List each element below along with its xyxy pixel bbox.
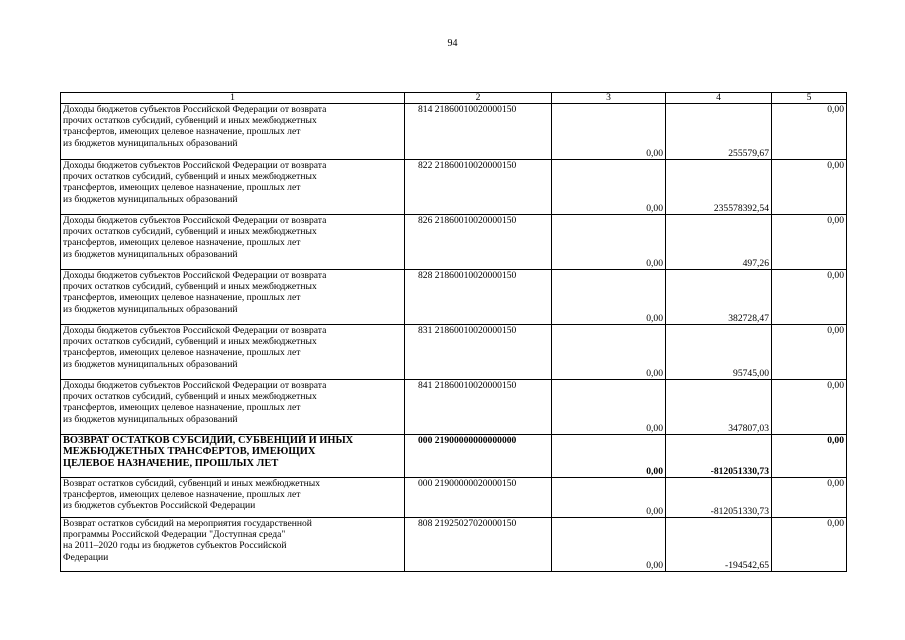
row-col5-cell: 0,00 xyxy=(772,478,847,518)
row-col5-cell: 0,00 xyxy=(772,518,847,572)
row-name-cell: Доходы бюджетов субъектов Российской Федерации от возврата прочих остатков субсидий, субвенций и иных межбюджетных трансфертов, имеющих целевое назначение, прошлых лет из бюджетов муниципальных образований xyxy=(61,160,405,215)
row-col4-cell: -812051330,73 xyxy=(666,478,772,518)
row-code-cell: 000 21900000020000150 xyxy=(405,478,552,518)
row-col5-cell: 0,00 xyxy=(772,160,847,215)
row-code-cell: 841 21860010020000150 xyxy=(405,380,552,435)
row-col3-cell: 0,00 xyxy=(552,325,666,380)
row-col4-cell: 255579,67 xyxy=(666,104,772,160)
row-col4-cell: 497,26 xyxy=(666,215,772,270)
row-col3-cell: 0,00 xyxy=(552,160,666,215)
row-col4-cell: 347807,03 xyxy=(666,380,772,435)
row-col4-cell: 382728,47 xyxy=(666,270,772,325)
table-row xyxy=(61,270,847,325)
row-code-cell: 826 21860010020000150 xyxy=(405,215,552,270)
table-row xyxy=(61,325,847,380)
table-header-row xyxy=(61,93,847,104)
row-col5-cell: 0,00 xyxy=(772,104,847,160)
row-col3-cell: 0,00 xyxy=(552,270,666,325)
row-code-cell: 828 21860010020000150 xyxy=(405,270,552,325)
table-row xyxy=(61,160,847,215)
row-code-cell: 831 21860010020000150 xyxy=(405,325,552,380)
row-col4-cell: 235578392,54 xyxy=(666,160,772,215)
column-header-3: 3 xyxy=(552,93,666,104)
row-col3-cell: 0,00 xyxy=(552,435,666,478)
column-header-1: 1 xyxy=(61,93,405,104)
row-col5-cell: 0,00 xyxy=(772,215,847,270)
table-row xyxy=(61,215,847,270)
row-col5-cell: 0,00 xyxy=(772,380,847,435)
row-name-cell: Доходы бюджетов субъектов Российской Федерации от возврата прочих остатков субсидий, субвенций и иных межбюджетных трансфертов, имеющих целевое назначение, прошлых лет из бюджетов муниципальных образований xyxy=(61,215,405,270)
row-code-cell: 814 21860010020000150 xyxy=(405,104,552,160)
row-col4-cell: -194542,65 xyxy=(666,518,772,572)
row-code-cell: 000 21900000000000000 xyxy=(405,435,552,478)
row-name-cell: ВОЗВРАТ ОСТАТКОВ СУБСИДИЙ, СУБВЕНЦИЙ И ИНЫХ МЕЖБЮДЖЕТНЫХ ТРАНСФЕРТОВ, ИМЕЮЩИХ ЦЕЛЕВОЕ НАЗНАЧЕНИЕ, ПРОШЛЫХ ЛЕТ xyxy=(61,435,405,478)
table-row xyxy=(61,518,847,572)
row-name-cell: Доходы бюджетов субъектов Российской Федерации от возврата прочих остатков субсидий, субвенций и иных межбюджетных трансфертов, имеющих целевое назначение, прошлых лет из бюджетов муниципальных образований xyxy=(61,270,405,325)
row-col5-cell: 0,00 xyxy=(772,435,847,478)
row-col4-cell: 95745,00 xyxy=(666,325,772,380)
row-col3-cell: 0,00 xyxy=(552,215,666,270)
row-name-cell: Возврат остатков субсидий, субвенций и иных межбюджетных трансфертов, имеющих целевое назначение, прошлых лет из бюджетов субъектов Российской Федерации xyxy=(61,478,405,518)
page-number: 94 xyxy=(447,38,458,49)
row-name-cell: Доходы бюджетов субъектов Российской Федерации от возврата прочих остатков субсидий, субвенций и иных межбюджетных трансфертов, имеющих целевое назначение, прошлых лет из бюджетов муниципальных образований xyxy=(61,380,405,435)
row-name-cell: Возврат остатков субсидий на мероприятия государственной программы Российской Федерации "Доступная среда" на 2011–2020 годы из бюджетов субъектов Российской Федерации xyxy=(61,518,405,572)
column-header-2: 2 xyxy=(405,93,552,104)
table-row xyxy=(61,380,847,435)
row-code-cell: 808 21925027020000150 xyxy=(405,518,552,572)
row-name-cell: Доходы бюджетов субъектов Российской Федерации от возврата прочих остатков субсидий, субвенций и иных межбюджетных трансфертов, имеющих целевое назначение, прошлых лет из бюджетов муниципальных образований xyxy=(61,325,405,380)
budget-table xyxy=(60,92,847,572)
row-col4-cell: -812051330,73 xyxy=(666,435,772,478)
row-col3-cell: 0,00 xyxy=(552,478,666,518)
row-col5-cell: 0,00 xyxy=(772,325,847,380)
table-row xyxy=(61,478,847,518)
table-row-total xyxy=(61,435,847,478)
row-code-cell: 822 21860010020000150 xyxy=(405,160,552,215)
column-header-4: 4 xyxy=(666,93,772,104)
row-col3-cell: 0,00 xyxy=(552,104,666,160)
column-header-5: 5 xyxy=(772,93,847,104)
row-name-cell: Доходы бюджетов субъектов Российской Федерации от возврата прочих остатков субсидий, субвенций и иных межбюджетных трансфертов, имеющих целевое назначение, прошлых лет из бюджетов муниципальных образований xyxy=(61,104,405,160)
row-col3-cell: 0,00 xyxy=(552,518,666,572)
table-row xyxy=(61,104,847,160)
row-col3-cell: 0,00 xyxy=(552,380,666,435)
row-col5-cell: 0,00 xyxy=(772,270,847,325)
